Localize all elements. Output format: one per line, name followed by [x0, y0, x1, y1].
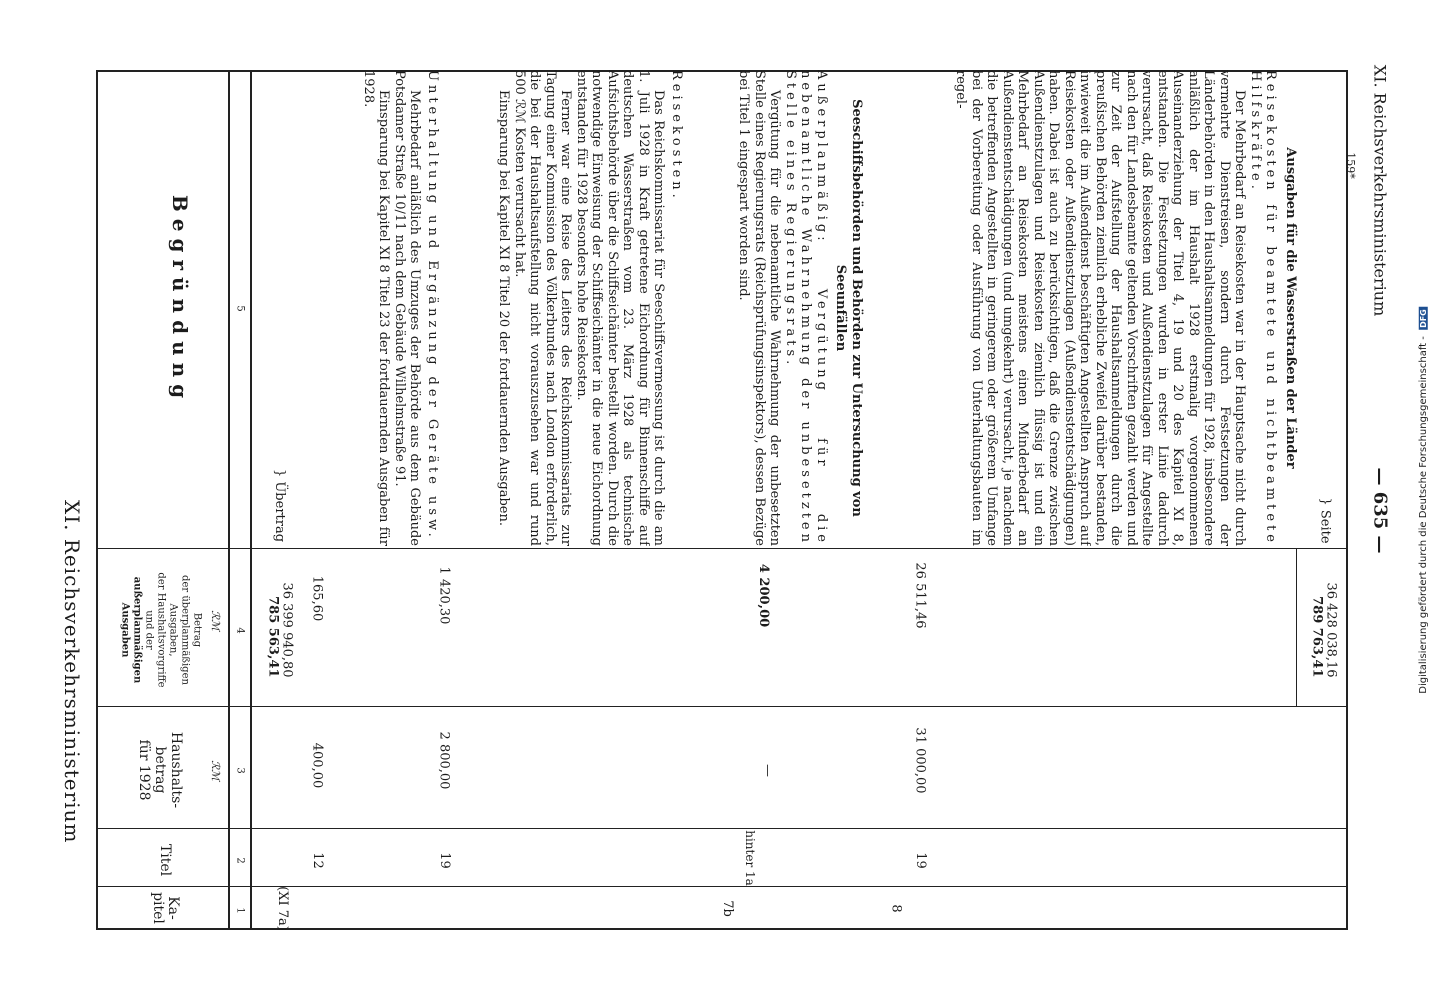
dfg-logo: DFG [1418, 308, 1428, 328]
header-kapitel: Ka- pitel [149, 892, 181, 924]
row1-betrag: 165,60 [309, 575, 325, 621]
row1-titel: 12 [309, 851, 325, 869]
row2-titel: 19 [436, 851, 452, 869]
subtotal-rule [1296, 548, 1297, 706]
row2-text [436, 70, 684, 546]
row1-para2: Einsparung bei Kapitel XI 8 Titel 23 der fortdauernden Ausgaben für 1928. [361, 70, 392, 546]
col-sep-3 [96, 706, 1348, 707]
row4-haushalt: 31 000,00 [912, 726, 928, 794]
row4-para1: Der Mehrbedarf an Reisekosten war in der Hauptsache nicht durch vermehrte Dienstreisen, sondern durch Festsetzungen der Länderbehörden in den Haushaltsanmeldungen für 1928, insbesondere anläßlich der im Haushalt 1928 erstmalig vorgenommenen Auseinanderziehung der Titel 4, 19 und 20 des Kapitel XI 8, entstanden. Die Festsetzungen wurden in erster Linie dadurch verursacht, daß Reisekosten und Außendienstzulagen für Angestellte nach den für Landesbeamte geltenden Vorschriften gezahlt werden und zur Zeit der Aufstellung der Haushaltsanmeldungen durch die preußischen Behörden ziemlich erhebliche Zweifel darüber bestanden, inwieweit die im Außendienst beschäftigten Angestellten Anspruch auf Reisekosten oder Außendienstzulagen (Außendienstentschädigungen) haben. Dabei ist auch zu berücksichtigen, daß die Grenze zwischen Außendienstzulagen und Reisekosten ziemlich flüssig ist und ein Mehrbedarf an Reisekosten meistens einen Minderbedarf an Außendienstentschädigungen (und umgekehrt) verursacht, je nachdem die betreffenden Angestellten in geringerem oder größerem Umfange bei der Vorbereitung oder Ausführung von Unterhaltungsbauten im regel- [953, 70, 1248, 546]
col-sep-2 [96, 828, 1348, 829]
row4-heading: Reisekosten für beamtete und nichtbeamtete Hilfskräfte. [1248, 70, 1279, 546]
row4-titel: 19 [912, 851, 928, 869]
digitization-note: Digitalisierung gefördert durch die Deutsche Forschungsgemeinschaft - DFG [1417, 308, 1429, 694]
header-outer-edge [96, 70, 98, 930]
colnum-3: 3 [234, 766, 246, 774]
row3-text [704, 70, 864, 546]
row1-heading: Unterhaltung und Ergänzung der Geräte usw. [425, 70, 440, 541]
row2-heading: Reisekosten. [669, 70, 684, 202]
row1-kapitel: (XI 7a) [274, 885, 290, 931]
ministry-header: XI. Reichsverkehrsministerium [1370, 64, 1390, 316]
ministry-header: XI. Reichsverkehrsministerium [60, 500, 84, 844]
page-number: — 635 — [1369, 466, 1391, 554]
row1-para1: Mehrbedarf anläßlich des Umzuges der Behörde aus dem Gebäude Potsdamer Straße 10/11 nach dem Gebäude Wilhelmstraße 91. [392, 70, 423, 546]
header-betrag: Betrag der überplanmäßigen Ausgaben, der Haushaltsvorgriffe und der außerplanmäßigen Ausgaben [119, 572, 203, 688]
carry-amounts-bottom: 36 428 038,16 789 763,41 [1310, 582, 1340, 678]
header-begruendung: Begründung [168, 194, 193, 406]
row2-para1: Das Reichskommissariat für Seeschiffsvermessung ist durch die am 1. Juli 1928 in Kraft getretene Eichordnung für Binnenschiffe auf deutschen Wasserstraßen vom 23. März 1928 als technische Aufsichtsbehörde über die Schiffseichämter bestellt worden. Durch die notwendige Einweisung der Schiffseichämter in die neue Eichordnung entstanden für 1928 besonders hohe Reisekosten. [574, 70, 667, 546]
header-betrag-unit: ℛℳ [208, 609, 222, 631]
footer-mark: 159* [1343, 151, 1357, 179]
row3-heading: Außerplanmäßig: Vergütung für die nebenamtliche Wahrnehmung der unbesetzten Stelle eines Regierungsrats. [783, 70, 829, 546]
carry-label-top: } Übertrag [272, 468, 288, 542]
colnum-2: 2 [234, 856, 246, 864]
row2-para2: Ferner war eine Reise des Leiters des Reichskommissariats zur Tagung einer Kommission des Völkerbundes nach London erforderlich, die bei der Haushaltsaufstellung nicht vorauszusehen war und rund 500 ℛℳ Kosten verursacht hat. [512, 70, 574, 546]
colnum-rule-left [228, 70, 230, 930]
row3-kapitel: 7b [719, 899, 735, 917]
header-haushalt-unit: ℛℳ [208, 759, 222, 781]
colnum-4: 4 [234, 626, 246, 634]
carry-amounts-top: 36 399 940,80 785 563,41 [266, 582, 296, 678]
row1-haushalt: 400,00 [309, 742, 325, 788]
row4-betrag: 26 511,46 [912, 561, 928, 629]
row4-section: Ausgaben für die Wasserstraßen der Länder [1283, 147, 1298, 469]
row2-haushalt: 2 800,00 [436, 731, 452, 789]
row3-betrag: 4 200,00 [756, 563, 772, 627]
col-sep-4 [96, 548, 1348, 549]
header-titel: Titel [157, 843, 173, 877]
row3-titel: hinter 1a [743, 830, 757, 886]
row3-para1: Vergütung für die nebenamtliche Wahrnehmung der unbesetzten Stelle eines Regierungsrats (Reichsprüfungsinspektors), dessen Bezüge bei Titel 1 eingespart worden sind. [736, 70, 783, 546]
row3-haushalt: — [759, 763, 775, 777]
row4-kapitel: 8 [888, 903, 904, 913]
table-right-edge [1346, 70, 1348, 930]
row4-text [880, 70, 1298, 546]
row3-section: Seeschiffsbehörden und Behörden zur Untersuchung von Seeunfällen [833, 99, 864, 517]
row2-para3: Einsparung bei Kapitel XI 8 Titel 20 der fortdauernden Ausgaben. [496, 90, 512, 526]
colnum-1: 1 [234, 906, 246, 914]
row1-text [300, 70, 440, 546]
colnum-rule-right [250, 70, 252, 930]
header-haushalt: Haushalts- betrag für 1928 [135, 731, 184, 809]
carry-label-bottom: } Seite [1317, 496, 1333, 544]
row2-betrag: 1 420,30 [436, 566, 452, 624]
colnum-5: 5 [234, 304, 246, 312]
